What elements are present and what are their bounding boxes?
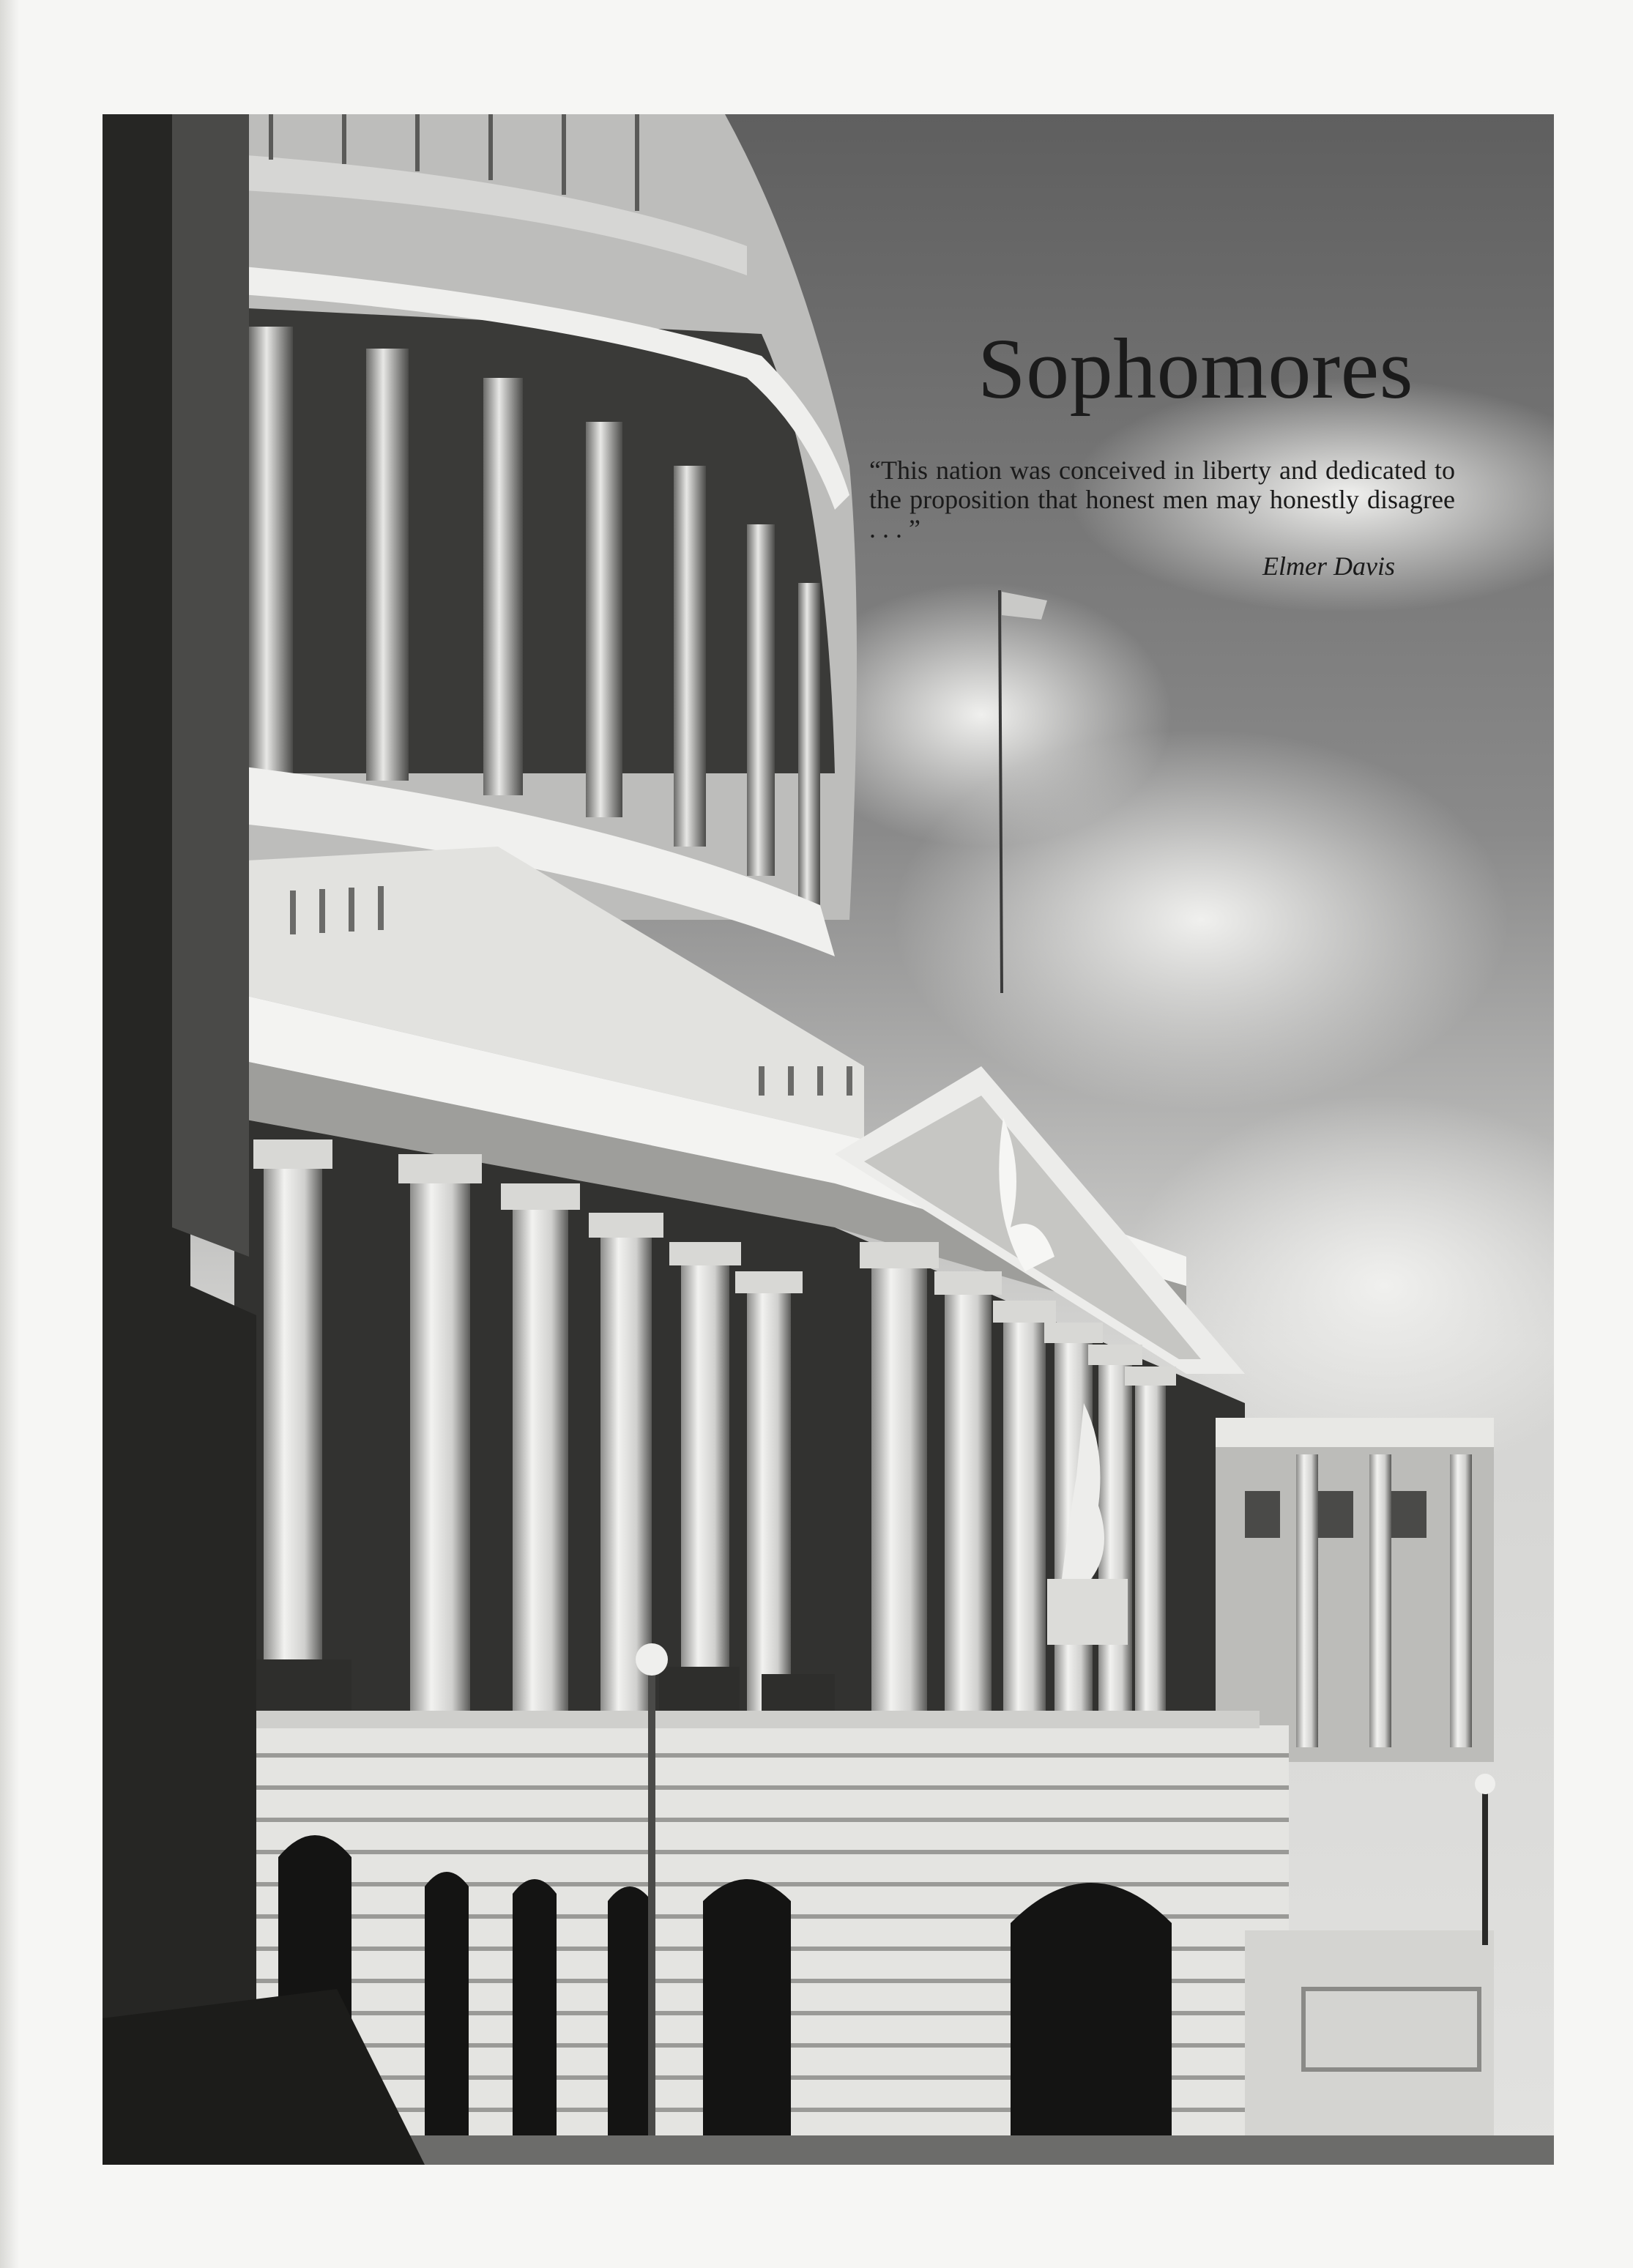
epigraph-quote: “This nation was conceived in liberty and dedicated to the proposition that honest men may honestly disagree . . . ” bbox=[869, 456, 1455, 543]
capitol-photo bbox=[103, 114, 1554, 2165]
binding-gutter bbox=[0, 0, 19, 2268]
quote-attribution: Elmer Davis bbox=[1262, 551, 1395, 581]
page-title: Sophomores bbox=[978, 321, 1413, 417]
